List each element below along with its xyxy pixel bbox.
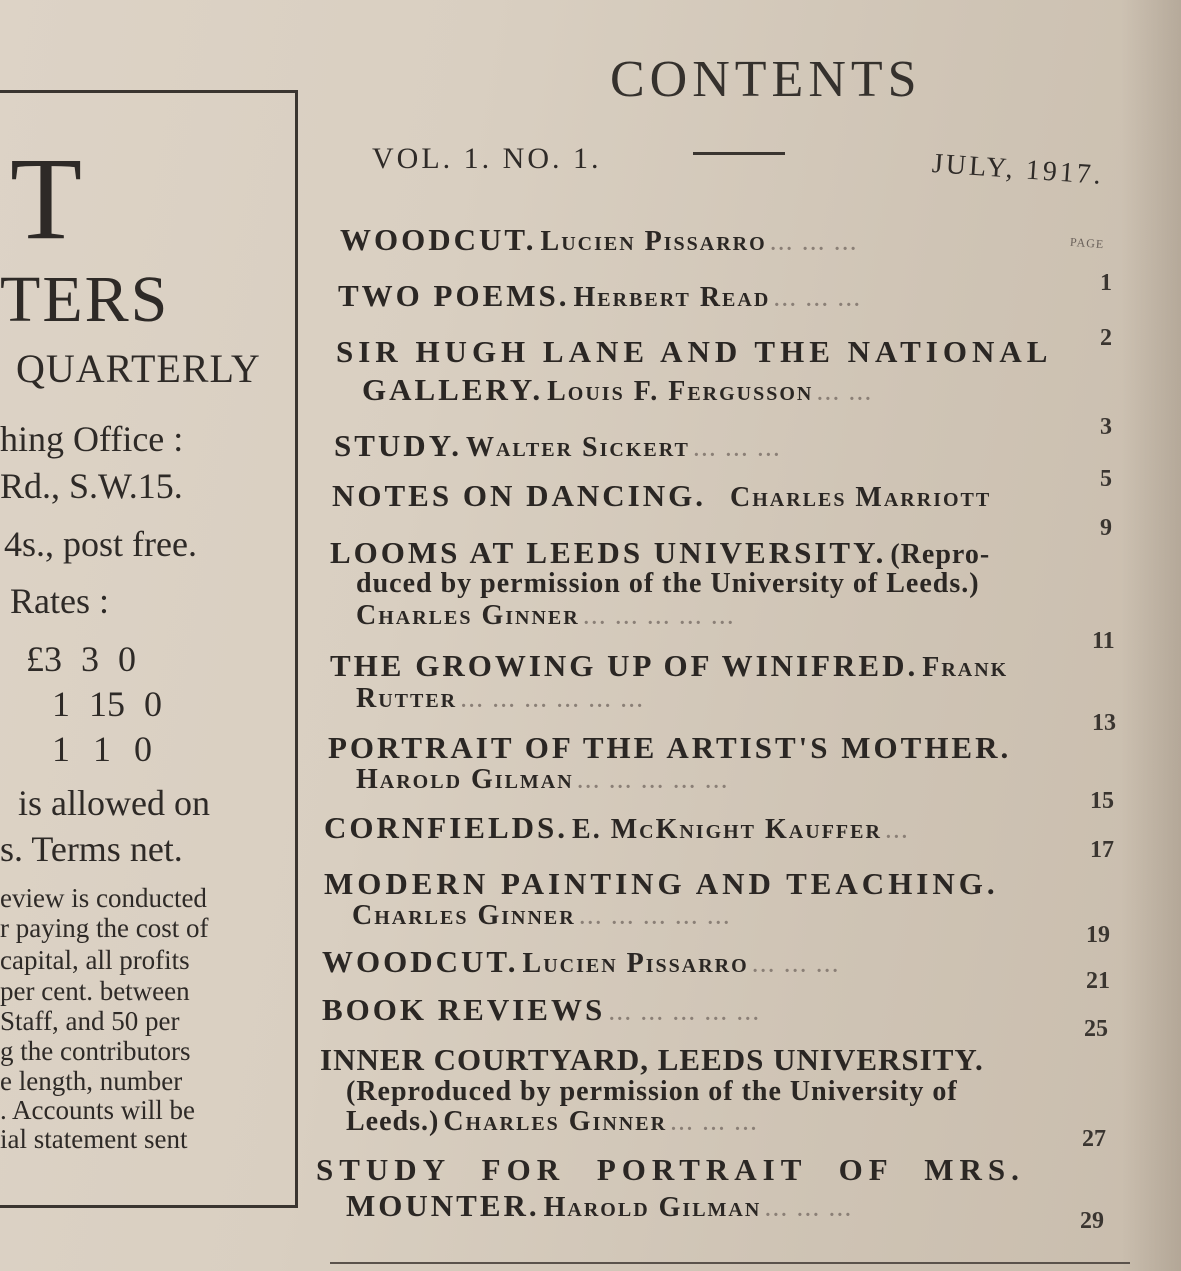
ad-paragraph-line: r paying the cost of [0,913,209,943]
entry-title: MODERN PAINTING AND TEACHING. [324,866,999,901]
entry-title: SIR HUGH LANE AND THE NATIONAL [336,334,1053,369]
toc-entry-continued: Charles Ginner ... ... ... ... ... [356,600,736,631]
toc-entry-continued: Rutter ... ... ... ... ... ... [356,683,646,714]
entry-note-continued: Leeds.) [346,1106,440,1137]
ad-paragraph-line: eview is conducted [0,883,207,913]
entry-author-continued: Rutter [356,683,458,714]
toc-entry-continued: Leeds.) Charles Ginner ... ... ... [346,1106,760,1137]
ad-office-line: hing Office : [0,419,184,459]
ad-heading-word: TERS [0,263,170,336]
entry-title: BOOK REVIEWS [322,992,606,1027]
entry-title: PORTRAIT OF THE ARTIST'S MOTHER. [328,730,1012,765]
toc-entry [330,648,1008,684]
ad-rate-3: 1 1 0 [52,729,152,769]
entry-page: 11 [1092,628,1115,654]
header-rule [693,152,785,155]
entry-title: THE GROWING UP OF WINIFRED. [330,648,919,683]
ad-paragraph-line: . Accounts will be [0,1095,195,1125]
bottom-rule [330,1262,1130,1264]
toc-entry [332,478,991,514]
ad-rate-1: £3 3 0 [26,639,136,679]
entry-title-continued: MOUNTER. [346,1188,540,1223]
entry-title: LOOMS AT LEEDS UNIVERSITY. [330,535,887,570]
ad-address-line: Rd., S.W.15. [0,466,183,506]
entry-page: 13 [1092,710,1116,736]
entry-author: Lucien Pissarro [522,948,749,979]
entry-title: STUDY. [334,428,462,463]
ad-paragraph-line: e length, number [0,1066,183,1096]
page-edge-shadow [1121,0,1181,1271]
entry-title: STUDY FOR PORTRAIT OF MRS. [316,1152,1025,1187]
toc-entry-continued [356,568,980,600]
entry-author: Charles Ginner [443,1106,668,1137]
entry-page: 17 [1090,837,1114,863]
ad-paragraph-line: g the contributors [0,1036,191,1066]
entry-author: Lucien Pissarro [540,226,767,257]
ad-paragraph-line: capital, all profits [0,945,190,975]
entry-page: 29 [1080,1208,1104,1234]
ad-allowed-line: is allowed on [18,783,210,823]
entry-title: WOODCUT. [340,222,537,257]
entry-title: CORNFIELDS. [324,810,569,845]
entry-author: Frank [922,652,1009,683]
toc-entry-continued: Harold Gilman ... ... ... ... ... [356,764,730,795]
entry-page: 19 [1086,922,1110,948]
ad-paragraph-line: per cent. between [0,976,190,1006]
entry-page: 15 [1090,788,1114,814]
entry-title: NOTES ON DANCING. [332,478,706,513]
page-title: CONTENTS [610,51,922,108]
entry-note: (Reproduced by permission of the University of [346,1076,958,1107]
entry-title: WOODCUT. [322,944,519,979]
toc-entry: WOODCUT. Lucien Pissarro ... ... ... [340,222,859,257]
ad-paragraph-line: ial statement sent [0,1124,188,1154]
entry-author: Charles Ginner [356,600,580,631]
toc-entry: CORNFIELDS. E. McKnight Kauffer ... [324,810,910,845]
entry-author: Herbert Read [573,282,771,313]
ad-price-line: 4s., post free. [4,524,197,564]
toc-entry: WOODCUT. Lucien Pissarro ... ... ... [322,944,841,979]
toc-entry-continued [346,1076,958,1108]
entry-page: 5 [1100,466,1112,492]
issue-date: JULY, 1917. [930,148,1105,191]
entry-title-continued: GALLERY. [362,372,544,407]
entry-author: Louis F. Fergusson [547,376,814,407]
entry-page: 25 [1084,1016,1108,1042]
toc-entry [320,1042,984,1078]
entry-author: Walter Sickert [465,432,690,463]
toc-entry [336,334,1052,370]
toc-entry [324,866,999,902]
ad-quarterly: QUARTERLY [16,346,261,391]
entry-page: 21 [1086,968,1110,994]
ad-rate-2: 1 15 0 [52,684,162,724]
entry-page: 2 [1100,325,1112,351]
toc-entry [316,1152,1025,1188]
entry-author: Harold Gilman [543,1192,762,1223]
toc-entry: STUDY. Walter Sickert ... ... ... [334,428,782,463]
entry-author: E. McKnight Kauffer [572,814,882,845]
ad-terms-line: s. Terms net. [0,829,183,869]
entry-author: Charles Ginner [352,900,576,931]
entry-author: Charles Marriott [729,482,992,513]
entry-note-continued: duced by permission of the University of Leeds.) [356,568,980,599]
entry-page: 3 [1100,414,1112,440]
toc-entry: BOOK REVIEWS ... ... ... ... ... [322,992,762,1027]
page-column-header: PAGE [1069,234,1105,252]
toc-entry [330,535,990,571]
entry-title: TWO POEMS. [338,278,570,313]
entry-note: (Repro- [890,539,991,570]
entry-page: 9 [1100,515,1112,541]
toc-entry: TWO POEMS. Herbert Read ... ... ... [338,278,863,313]
toc-entry-continued: MOUNTER. Harold Gilman ... ... ... [346,1188,854,1223]
entry-page: 1 [1100,270,1112,296]
volume-number: VOL. 1. NO. 1. [372,142,602,175]
toc-entry-continued: Charles Ginner ... ... ... ... ... [352,900,732,931]
ad-heading-letter: T [10,133,83,264]
entry-title: INNER COURTYARD, LEEDS UNIVERSITY. [320,1042,984,1077]
ad-rates-label: Rates : [10,581,109,621]
toc-entry [328,730,1011,766]
ad-paragraph-line: Staff, and 50 per [0,1006,180,1036]
entry-author: Harold Gilman [356,764,574,795]
entry-page: 27 [1082,1126,1106,1152]
toc-entry-continued: GALLERY. Louis F. Fergusson ... ... [362,372,874,407]
